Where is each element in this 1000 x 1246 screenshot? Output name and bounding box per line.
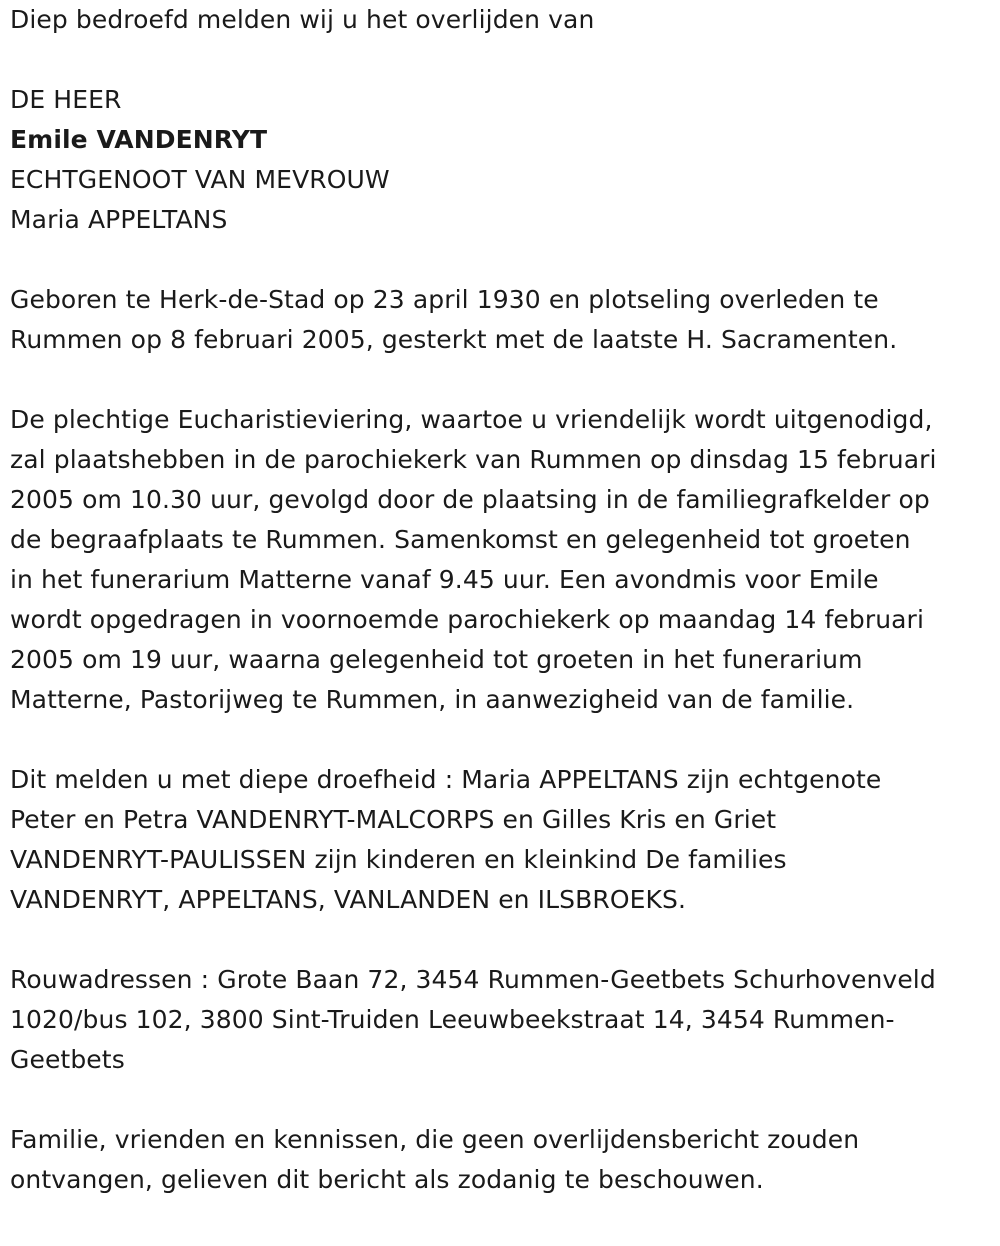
paragraph-line: in het funerarium Matterne vanaf 9.45 uur. Een avondmis voor Emile — [10, 565, 879, 594]
paragraph-line: VANDENRYT-PAULISSEN zijn kinderen en kleinkind De families — [10, 845, 787, 874]
paragraph-line: 2005 om 19 uur, waarna gelegenheid tot groeten in het funerarium — [10, 645, 863, 674]
paragraph-line: Dit melden u met diepe droefheid : Maria APPELTANS zijn echtgenote — [10, 765, 882, 794]
ceremony-paragraph — [10, 400, 990, 720]
paragraph-line: de begraafplaats te Rummen. Samenkomst en gelegenheid tot groeten — [10, 525, 911, 554]
spacer — [10, 720, 990, 760]
intro-text: Diep bedroefd melden wij u het overlijden van — [10, 5, 595, 34]
paragraph-line: Geboren te Herk-de-Stad op 23 april 1930 en plotseling overleden te — [10, 285, 879, 314]
paragraph-line: Geetbets — [10, 1045, 125, 1074]
paragraph-line: zal plaatshebben in de parochiekerk van Rummen op dinsdag 15 februari — [10, 445, 937, 474]
spacer — [10, 40, 990, 80]
paragraph-line: De plechtige Eucharistieviering, waartoe u vriendelijk wordt uitgenodigd, — [10, 405, 933, 434]
spacer — [10, 920, 990, 960]
paragraph-line: Matterne, Pastorijweg te Rummen, in aanwezigheid van de familie. — [10, 685, 855, 714]
spacer — [10, 360, 990, 400]
addresses-paragraph — [10, 960, 990, 1080]
spacer — [10, 240, 990, 280]
spacer — [10, 1080, 990, 1120]
deceased-name: Emile VANDENRYT — [10, 125, 268, 154]
paragraph-line: Familie, vrienden en kennissen, die geen overlijdensbericht zouden — [10, 1125, 860, 1154]
paragraph-line: ontvangen, gelieven dit bericht als zodanig te beschouwen. — [10, 1165, 764, 1194]
spouse-name: Maria APPELTANS — [10, 205, 228, 234]
paragraph-line: 2005 om 10.30 uur, gevolgd door de plaatsing in de familiegrafkelder op — [10, 485, 930, 514]
birth-death-paragraph — [10, 280, 990, 360]
closing-paragraph — [10, 1120, 990, 1200]
spouse-label: ECHTGENOOT VAN MEVROUW — [10, 165, 390, 194]
paragraph-line: wordt opgedragen in voornoemde parochiekerk op maandag 14 februari — [10, 605, 924, 634]
paragraph-line: Rummen op 8 februari 2005, gesterkt met de laatste H. Sacramenten. — [10, 325, 898, 354]
paragraph-line: Rouwadressen : Grote Baan 72, 3454 Rummen-Geetbets Schurhovenveld — [10, 965, 936, 994]
paragraph-line: Peter en Petra VANDENRYT-MALCORPS en Gilles Kris en Griet — [10, 805, 777, 834]
paragraph-line: 1020/bus 102, 3800 Sint-Truiden Leeuwbeekstraat 14, 3454 Rummen- — [10, 1005, 895, 1034]
paragraph-line: VANDENRYT, APPELTANS, VANLANDEN en ILSBROEKS. — [10, 885, 687, 914]
obituary-notice — [10, 0, 990, 1200]
title-prefix: DE HEER — [10, 85, 122, 114]
family-paragraph — [10, 760, 990, 920]
